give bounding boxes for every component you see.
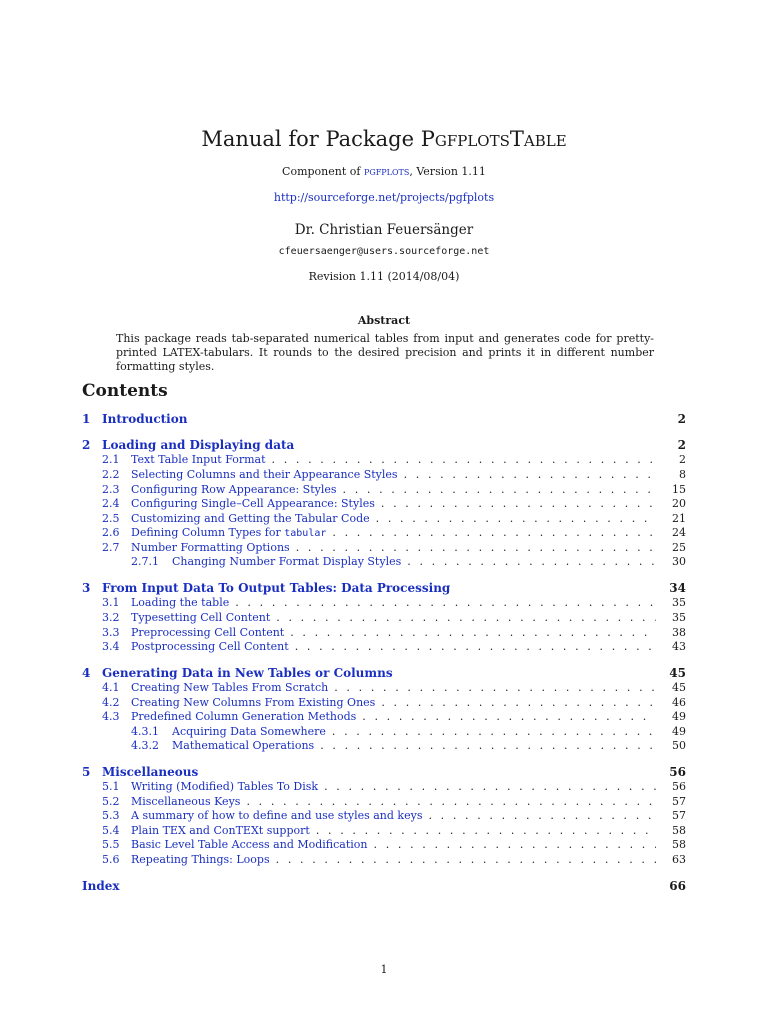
project-url-link[interactable]: http://sourceforge.net/projects/pgfplots: [273, 191, 495, 204]
toc-number: 2.6: [102, 526, 120, 539]
toc-title[interactable]: Preprocessing Cell Content: [131, 626, 285, 639]
toc-page: 25: [672, 541, 686, 554]
toc-leader-dots: [375, 497, 656, 511]
toc-page: 2: [677, 412, 686, 426]
toc-number: 5.2: [102, 795, 120, 808]
toc-entry[interactable]: [102, 526, 686, 540]
toc-entry[interactable]: [102, 838, 686, 852]
toc-page: 50: [672, 739, 686, 752]
toc-section-index[interactable]: [82, 879, 686, 895]
toc-entry[interactable]: [131, 725, 686, 739]
toc-number: 2.2: [102, 468, 120, 481]
toc-page: 66: [669, 879, 686, 893]
toc-number: 2.1: [102, 453, 120, 466]
toc-leader-dots: [266, 453, 656, 467]
toc-number: 5.3: [102, 809, 120, 822]
toc-entry[interactable]: [131, 739, 686, 753]
toc-entry[interactable]: [102, 681, 686, 695]
toc-leader-dots: [270, 853, 656, 867]
toc-section-miscellaneous[interactable]: [82, 765, 686, 781]
toc-number: 5.4: [102, 824, 120, 837]
toc-title-code: tabular: [284, 528, 327, 539]
toc-leader-dots: [290, 541, 656, 555]
toc-entry[interactable]: [102, 468, 686, 482]
toc-number: 3.2: [102, 611, 120, 624]
toc-leader-dots: [284, 626, 656, 640]
toc-entry[interactable]: [102, 512, 686, 526]
toc-page: 45: [669, 666, 686, 680]
toc-number: 3.4: [102, 640, 120, 653]
toc-title[interactable]: Selecting Columns and their Appearance Styles: [131, 468, 398, 481]
toc-number: 4.3: [102, 710, 120, 723]
author-name: Dr. Christian Feuersänger: [294, 222, 474, 238]
toc-page: 2: [677, 438, 686, 452]
toc-page: 49: [672, 725, 686, 738]
toc-leader-dots: [318, 780, 656, 794]
toc-leader-dots: [370, 512, 656, 526]
toc-leader-dots: [240, 795, 656, 809]
toc-page: 34: [669, 581, 686, 595]
toc-leader-dots: [326, 526, 656, 541]
toc-title[interactable]: Predefined Column Generation Methods: [131, 710, 357, 723]
toc-page: 43: [672, 640, 686, 653]
toc-page: 38: [672, 626, 686, 639]
toc-number: 3.3: [102, 626, 120, 639]
toc-title[interactable]: A summary of how to define and use styles and keys: [131, 809, 423, 822]
toc-entry[interactable]: [102, 611, 686, 625]
toc-leader-dots: [270, 611, 656, 625]
toc-entry[interactable]: [102, 809, 686, 823]
contents-heading: Contents: [82, 381, 168, 401]
toc-title[interactable]: Miscellaneous Keys: [131, 795, 241, 808]
toc-leader-dots: [229, 596, 656, 610]
page-number: 1: [380, 963, 388, 976]
toc-entry[interactable]: [102, 824, 686, 838]
toc-number: 2.3: [102, 483, 120, 496]
toc-title[interactable]: Loading and Displaying data: [102, 438, 295, 452]
toc-number: 5.1: [102, 780, 120, 793]
toc-title[interactable]: Repeating Things: Loops: [131, 853, 270, 866]
toc-entry[interactable]: [102, 626, 686, 640]
toc-title[interactable]: Typesetting Cell Content: [131, 611, 271, 624]
toc-entry[interactable]: [102, 497, 686, 511]
toc-title[interactable]: Plain TEX and ConTEXt support: [131, 824, 310, 837]
toc-page: 63: [672, 853, 686, 866]
toc-entry[interactable]: [102, 541, 686, 555]
toc-leader-dots: [289, 640, 656, 654]
toc-section-introduction[interactable]: [82, 412, 686, 428]
toc-leader-dots: [326, 725, 656, 739]
component-line: [0, 165, 768, 178]
toc-entry[interactable]: [131, 555, 686, 569]
toc-title[interactable]: Text Table Input Format: [131, 453, 266, 466]
toc-title[interactable]: Configuring Single–Cell Appearance: Styles: [131, 497, 375, 510]
toc-leader-dots: [310, 824, 656, 838]
toc-page: 35: [672, 611, 686, 624]
toc-number: 4: [82, 666, 91, 680]
toc-page: 57: [672, 795, 686, 808]
toc-page: 30: [672, 555, 686, 568]
toc-number: 2: [82, 438, 91, 452]
toc-number: 2.7.1: [131, 555, 159, 568]
toc-page: 2: [679, 453, 686, 466]
toc-page: 20: [672, 497, 686, 510]
toc-page: 49: [672, 710, 686, 723]
toc-number: 5: [82, 765, 91, 779]
toc-number: 3: [82, 581, 91, 595]
toc-title[interactable]: Number Formatting Options: [131, 541, 290, 554]
toc-title[interactable]: Writing (Modified) Tables To Disk: [131, 780, 319, 793]
toc-number: 3.1: [102, 596, 120, 609]
pgfplots-link[interactable]: pgfplots: [363, 165, 410, 178]
toc-leader-dots: [375, 696, 656, 710]
toc-number: 1: [82, 412, 91, 426]
toc-number: 4.1: [102, 681, 120, 694]
toc-number: 4.2: [102, 696, 120, 709]
toc-page: 58: [672, 824, 686, 837]
toc-section-loading-displaying[interactable]: [82, 438, 686, 454]
toc-page: 45: [672, 681, 686, 694]
toc-number: 4.3.2: [131, 739, 159, 752]
toc-page: 46: [672, 696, 686, 709]
toc-title[interactable]: Introduction: [102, 412, 188, 426]
toc-leader-dots: [398, 468, 656, 482]
toc-page: 35: [672, 596, 686, 609]
toc-page: 58: [672, 838, 686, 851]
toc-number: 5.5: [102, 838, 120, 851]
toc-section-data-processing[interactable]: [82, 581, 686, 597]
toc-title[interactable]: Acquiring Data Somewhere: [172, 725, 326, 738]
toc-page: 8: [679, 468, 686, 481]
toc-leader-dots: [356, 710, 656, 724]
toc-number: 4.3.1: [131, 725, 159, 738]
toc-page: 15: [672, 483, 686, 496]
toc-entry[interactable]: [102, 596, 686, 610]
toc-entry[interactable]: [102, 640, 686, 654]
toc-title[interactable]: [131, 526, 326, 541]
abstract-heading: Abstract: [357, 314, 411, 327]
toc-title[interactable]: Customizing and Getting the Tabular Code: [131, 512, 370, 525]
toc-title[interactable]: Creating New Tables From Scratch: [131, 681, 329, 694]
toc-title[interactable]: Basic Level Table Access and Modification: [131, 838, 368, 851]
toc-title[interactable]: Configuring Row Appearance: Styles: [131, 483, 337, 496]
toc-page: 21: [672, 512, 686, 525]
toc-number: 5.6: [102, 853, 120, 866]
toc-title[interactable]: Index: [82, 879, 120, 893]
component-version: , Version 1.11: [409, 165, 486, 178]
toc-title[interactable]: Miscellaneous: [102, 765, 199, 779]
toc-title[interactable]: Postprocessing Cell Content: [131, 640, 289, 653]
toc-leader-dots: [328, 681, 656, 695]
component-prefix: Component of: [282, 165, 364, 178]
toc-entry[interactable]: [102, 780, 686, 794]
toc-entry[interactable]: [102, 795, 686, 809]
toc-leader-dots: [368, 838, 656, 852]
toc-page: 56: [672, 780, 686, 793]
toc-number: 2.4: [102, 497, 120, 510]
title-package-name: PgfplotsTable: [420, 127, 567, 151]
toc-number: 2.7: [102, 541, 120, 554]
toc-number: 2.5: [102, 512, 120, 525]
toc-title[interactable]: Generating Data in New Tables or Columns: [102, 666, 393, 680]
toc-page: 24: [672, 526, 686, 539]
toc-title[interactable]: Changing Number Format Display Styles: [172, 555, 402, 568]
toc-entry[interactable]: [102, 696, 686, 710]
toc-leader-dots: [422, 809, 656, 823]
toc-page: 56: [669, 765, 686, 779]
toc-entry[interactable]: [102, 483, 686, 497]
toc-title[interactable]: Loading the table: [131, 596, 230, 609]
toc-page: 57: [672, 809, 686, 822]
toc-leader-dots: [337, 483, 656, 497]
document-title: [0, 127, 768, 151]
revision-line: Revision 1.11 (2014/08/04): [308, 270, 460, 283]
toc-entry[interactable]: [102, 453, 686, 467]
title-prefix: Manual for Package: [201, 127, 421, 151]
toc-leader-dots: [401, 555, 656, 569]
toc-title-text: Defining Column Types for: [131, 526, 285, 539]
toc-title[interactable]: From Input Data To Output Tables: Data Processing: [102, 581, 451, 595]
toc-section-generating-data[interactable]: [82, 666, 686, 682]
author-email: cfeuersaenger@users.sourceforge.net: [278, 246, 490, 257]
toc-leader-dots: [314, 739, 656, 753]
toc-entry[interactable]: [102, 710, 686, 724]
toc-entry[interactable]: [102, 853, 686, 867]
abstract-body: This package reads tab-separated numerical tables from input and generates code for pretty-printed LATEX-tabulars. It rounds to the desired precision and prints it in different number formatting styles.: [116, 332, 654, 373]
toc-title[interactable]: Creating New Columns From Existing Ones: [131, 696, 376, 709]
toc-title[interactable]: Mathematical Operations: [172, 739, 315, 752]
